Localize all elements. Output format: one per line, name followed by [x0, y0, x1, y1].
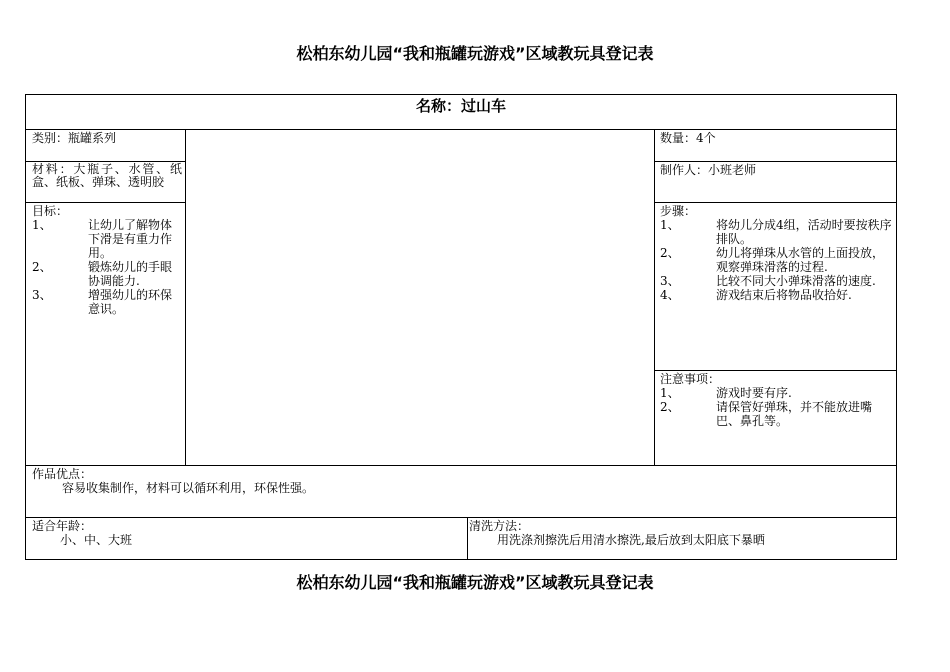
row-divider [26, 202, 185, 203]
step-item: 1、 将幼儿分成4组，活动时要按秩序排队。 [660, 218, 892, 246]
cleaning-label: 清洗方法： [469, 519, 530, 533]
notes-list [660, 386, 892, 428]
footer-title: 松柏东幼儿园“我和瓶罐玩游戏”区域教玩具登记表 [296, 573, 654, 592]
merits-label: 作品优点： [32, 467, 93, 481]
goals-cell [32, 204, 182, 316]
steps-cell [660, 204, 892, 302]
merits-cell [32, 467, 890, 495]
cleaning-text: 用洗涤剂擦洗后用清水擦洗,最后放到太阳底下暴晒 [497, 533, 765, 547]
materials-cell: 材料：大瓶子、水管、纸盒、纸板、弹珠、透明胶 [32, 162, 182, 189]
notes-label: 注意事项： [660, 372, 721, 386]
age-text: 小、中、大班 [60, 533, 133, 547]
row-divider [654, 370, 896, 371]
category-cell: 类别：瓶罐系列 [32, 131, 117, 145]
document-title: 松柏东幼儿园“我和瓶罐玩游戏”区域教玩具登记表 [296, 44, 654, 63]
steps-list [660, 218, 892, 302]
row-divider [26, 129, 896, 130]
note-item: 2、 请保管好弹珠，并不能放进嘴巴、鼻孔等。 [660, 400, 873, 428]
step-item: 2、 幼儿将弹珠从水管的上面投放，观察弹珠滑落的过程. [660, 246, 885, 274]
merits-text: 容易收集制作，材料可以循环利用，环保性强。 [62, 481, 315, 495]
row-divider [26, 465, 896, 466]
row-divider [654, 161, 896, 162]
note-item: 1、 游戏时要有序. [660, 386, 792, 400]
column-divider [467, 517, 468, 559]
toy-name: 名称：过山车 [415, 97, 506, 115]
column-divider [185, 129, 186, 465]
goals-label: 目标： [32, 204, 69, 218]
goal-item: 1、 让幼儿了解物体下滑是有重力作用。 [32, 218, 173, 260]
goal-item: 3、 增强幼儿的环保意识。 [32, 288, 173, 316]
row-divider [26, 517, 896, 518]
registration-table [25, 94, 897, 560]
maker-cell: 制作人：小班老师 [660, 163, 757, 177]
age-cell [32, 519, 462, 547]
step-item: 3、 比较不同大小弹珠滑落的速度. [660, 274, 876, 288]
cleaning-cell [469, 519, 893, 547]
quantity-cell: 数量：4个 [660, 131, 716, 145]
step-item: 4、 游戏结束后将物品收拾好. [660, 288, 852, 302]
steps-label: 步骤： [660, 204, 697, 218]
column-divider [654, 129, 655, 465]
age-label: 适合年龄： [32, 519, 93, 533]
row-divider [654, 202, 896, 203]
goals-list [32, 218, 182, 316]
notes-cell [660, 372, 892, 428]
goal-item: 2、 锻炼幼儿的手眼协调能力. [32, 260, 173, 288]
